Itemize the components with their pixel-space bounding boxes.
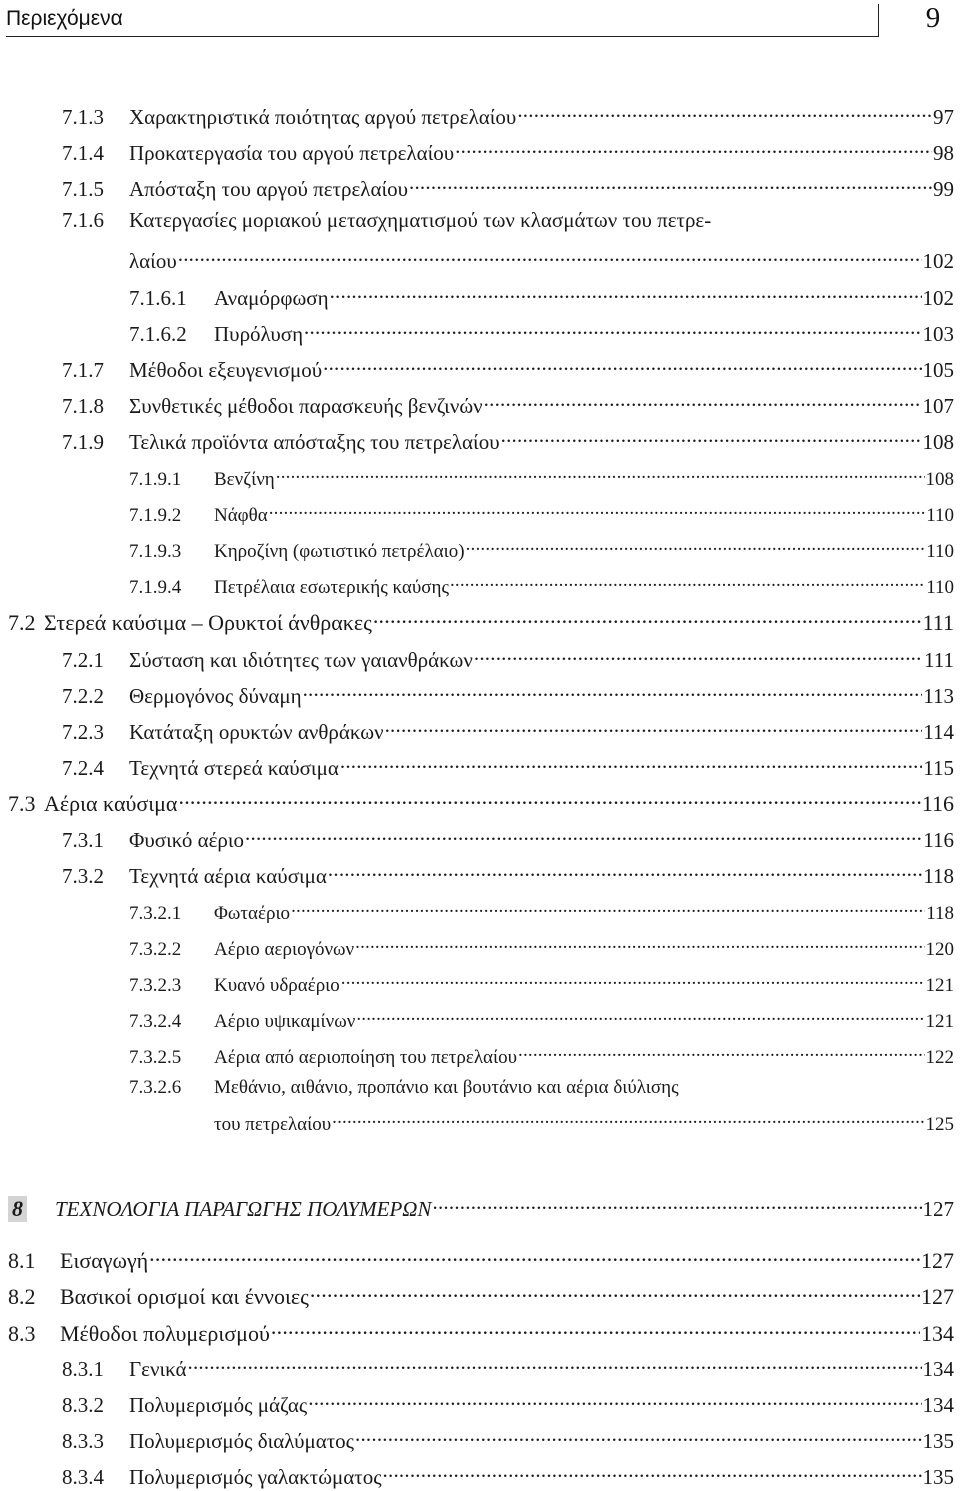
toc-entry-title-continued: του πετρελαίου xyxy=(214,1113,332,1135)
toc-entry-page: 127 xyxy=(921,1284,954,1310)
toc-entry[interactable] xyxy=(62,715,954,745)
toc-leader-dots xyxy=(432,1192,921,1216)
toc-entry-title: Σύσταση και ιδιότητες των γαιανθράκων xyxy=(129,648,473,673)
toc-leader-dots xyxy=(355,1424,922,1448)
toc-leader-dots xyxy=(383,1460,922,1484)
toc-entry-title: Αέριο αεριογόνων xyxy=(214,938,355,960)
toc-entry-number: 7.1.3 xyxy=(62,105,104,130)
toc-entry[interactable] xyxy=(129,571,954,599)
toc-entry-title: Πολυμερισμός διαλύματος xyxy=(129,1429,354,1454)
toc-entry-title: Κατάταξη ορυκτών ανθράκων xyxy=(129,720,384,745)
toc-entry-page: 110 xyxy=(926,504,954,526)
toc-entry-title: Κατεργασίες μοριακού μετασχηματισμού των κλασμάτων του πετρε- xyxy=(129,208,712,232)
toc-leader-dots xyxy=(245,823,922,847)
toc-leader-dots xyxy=(310,1279,920,1304)
toc-entry-number: 7.1.9.1 xyxy=(129,468,182,490)
toc-entry[interactable] xyxy=(129,281,954,311)
toc-entry-number: 8.3.4 xyxy=(62,1465,104,1490)
toc-leader-dots xyxy=(149,1243,920,1268)
toc-leader-dots xyxy=(474,643,923,667)
toc-entry-title: Χαρακτηριστικά ποιότητας αργού πετρελαίου xyxy=(129,105,517,130)
toc-entry-number: 8.3.2 xyxy=(62,1393,104,1418)
toc-entry[interactable] xyxy=(129,463,954,491)
toc-entry-title: Τεχνητά αέρια καύσιμα xyxy=(129,864,327,889)
toc-entry-page: 110 xyxy=(926,540,954,562)
toc-entry-number: 7.1.8 xyxy=(62,394,104,419)
toc-entry[interactable] xyxy=(129,499,954,527)
toc-entry-title: Γενικά xyxy=(129,1357,187,1382)
toc-entry-title: Πολυμερισμός μάζας xyxy=(129,1393,308,1418)
toc-entry-title: Τεχνητά στερεά καύσιμα xyxy=(129,756,339,781)
toc-leader-dots xyxy=(356,1005,924,1027)
toc-entry-page: 114 xyxy=(923,720,954,745)
toc-entry-number: 7.1.9.4 xyxy=(129,576,182,598)
toc-entry[interactable] xyxy=(129,897,954,925)
toc-entry-title: Στερεά καύσιμα – Ορυκτοί άνθρακες xyxy=(44,610,372,636)
toc-entry-number: 7.1.6 xyxy=(62,208,104,232)
toc-entry-number: 7.3.2.4 xyxy=(129,1010,182,1032)
toc-entry-title: Αναμόρφωση xyxy=(214,286,329,311)
toc-leader-dots xyxy=(178,244,922,268)
toc-entry-title: Συνθετικές μέθοδοι παρασκευής βενζινών xyxy=(129,394,483,419)
toc-entry-number: 8.1 xyxy=(8,1248,36,1274)
toc-leader-dots xyxy=(276,463,925,485)
toc-entry-title: Μέθοδοι εξευγενισμού xyxy=(129,358,323,383)
toc-entry-page: 122 xyxy=(925,1046,954,1068)
toc-leader-dots xyxy=(501,425,922,449)
toc-entry-title-continued: λαίου xyxy=(129,249,177,274)
toc-leader-dots xyxy=(466,535,926,557)
toc-entry[interactable] xyxy=(214,1108,954,1136)
toc-entry-page: 135 xyxy=(922,1429,954,1454)
page-number: 9 xyxy=(925,2,941,34)
toc-entry[interactable] xyxy=(62,353,954,383)
toc-chapter-title: ΤΕΧΝΟΛΟΓΙΑ ΠΑΡΑΓΩΓΗΣ ΠΟΛΥΜΕΡΩΝ xyxy=(55,1197,432,1222)
toc-entry-title: Πυρόλυση xyxy=(214,322,304,347)
toc-entry-title: Μεθάνιο, αιθάνιο, προπάνιο και βουτάνιο και αέρια διύλισης xyxy=(214,1077,679,1098)
toc-entry-first-line[interactable] xyxy=(129,1077,679,1099)
toc-entry-page: 134 xyxy=(922,1357,954,1382)
toc-entry-number: 7.2.1 xyxy=(62,648,104,673)
toc-entry[interactable] xyxy=(62,751,954,781)
toc-entry[interactable] xyxy=(8,1279,954,1310)
toc-entry-number: 7.1.6.1 xyxy=(129,286,187,311)
toc-entry[interactable] xyxy=(62,100,954,130)
toc-entry-page: 134 xyxy=(921,1321,954,1347)
toc-leader-dots xyxy=(373,605,922,630)
toc-entry-page: 108 xyxy=(925,468,954,490)
toc-entry-page: 118 xyxy=(923,864,954,889)
toc-entry-number: 7.1.9.3 xyxy=(129,540,182,562)
toc-entry[interactable] xyxy=(129,244,954,274)
toc-leader-dots xyxy=(308,1388,921,1412)
toc-entry[interactable] xyxy=(62,1388,954,1418)
toc-entry-page: 103 xyxy=(922,322,954,347)
toc-leader-dots xyxy=(188,1352,922,1376)
toc-entry-page: 107 xyxy=(922,394,954,419)
toc-entry-title: Πετρέλαια εσωτερικής καύσης xyxy=(214,576,449,598)
toc-entry-title: Βενζίνη xyxy=(214,468,275,490)
toc-entry-page: 115 xyxy=(923,756,954,781)
toc-entry[interactable] xyxy=(62,1424,954,1454)
toc-entry-number: 7.3.2.3 xyxy=(129,974,182,996)
toc-leader-dots xyxy=(450,571,925,593)
toc-entry-number: 7.1.9 xyxy=(62,430,104,455)
toc-entry-page: 127 xyxy=(921,1248,954,1274)
toc-entry[interactable] xyxy=(62,823,954,853)
toc-entry-number: 8.3 xyxy=(8,1321,36,1347)
toc-entry[interactable] xyxy=(129,969,954,997)
toc-entry[interactable] xyxy=(62,425,954,455)
toc-leader-dots xyxy=(355,933,924,955)
toc-entry-number: 7.3 xyxy=(8,791,36,817)
toc-entry-number: 7.1.7 xyxy=(62,358,104,383)
toc-entry-page: 113 xyxy=(923,684,954,709)
toc-entry-title: Φωταέριο xyxy=(214,902,291,924)
toc-entry-title: Τελικά προϊόντα απόσταξης του πετρελαίου xyxy=(129,430,500,455)
toc-entry-page: 111 xyxy=(922,610,954,636)
toc-entry-number: 8.2 xyxy=(8,1284,36,1310)
toc-entry-number: 7.1.6.2 xyxy=(129,322,187,347)
toc-entry-page: 116 xyxy=(923,828,954,853)
toc-leader-dots xyxy=(328,859,922,883)
toc-leader-dots xyxy=(304,317,921,341)
toc-entry-page: 116 xyxy=(921,791,954,817)
toc-entry-title: Πολυμερισμός γαλακτώματος xyxy=(129,1465,382,1490)
toc-entry-page: 121 xyxy=(925,974,954,996)
toc-entry-number: 8.3.3 xyxy=(62,1429,104,1454)
toc-entry[interactable] xyxy=(62,1460,954,1490)
toc-leader-dots xyxy=(303,679,923,703)
toc-entry-number: 7.3.1 xyxy=(62,828,104,853)
chapter-number-badge: 8 xyxy=(8,1196,27,1222)
toc-entry[interactable] xyxy=(62,1352,954,1382)
toc-entry-page: 120 xyxy=(925,938,954,960)
toc-entry[interactable] xyxy=(62,172,954,202)
toc-leader-dots xyxy=(340,751,922,775)
toc-entry-title: Φυσικό αέριο xyxy=(129,828,245,853)
toc-leader-dots xyxy=(517,100,932,124)
toc-leader-dots xyxy=(385,715,923,739)
toc-entry-number: 7.3.2.2 xyxy=(129,938,182,960)
header-rule xyxy=(6,36,878,37)
toc-entry[interactable] xyxy=(8,1243,954,1274)
toc-entry[interactable] xyxy=(62,679,954,709)
toc-entry-title: Απόσταξη του αργού πετρελαίου xyxy=(129,177,409,202)
toc-entry-number: 7.1.5 xyxy=(62,177,104,202)
toc-entry-title: Βασικοί ορισμοί και έννοιες xyxy=(60,1284,309,1310)
toc-entry[interactable] xyxy=(62,859,954,889)
toc-entry-page: 102 xyxy=(922,249,954,274)
toc-entry[interactable] xyxy=(8,1316,954,1347)
toc-entry-page: 111 xyxy=(924,648,954,673)
toc-leader-dots xyxy=(341,969,925,991)
toc-entry[interactable] xyxy=(8,786,954,817)
toc-entry-title: Αέρια από αεριοποίηση του πετρελαίου xyxy=(214,1046,518,1068)
toc-leader-dots xyxy=(455,136,932,160)
toc-leader-dots xyxy=(484,389,922,413)
toc-leader-dots xyxy=(291,897,925,919)
toc-entry-number: 7.1.9.2 xyxy=(129,504,182,526)
toc-entry-page: 97 xyxy=(933,105,954,130)
toc-entry-page: 102 xyxy=(922,286,954,311)
toc-entry-title: Κηροζίνη (φωτιστικό πετρέλαιο) xyxy=(214,540,465,562)
toc-leader-dots xyxy=(332,1108,924,1130)
toc-leader-dots xyxy=(518,1041,924,1063)
toc-entry-page: 98 xyxy=(933,141,954,166)
header-divider xyxy=(878,4,879,37)
toc-entry-title: Προκατεργασία του αργού πετρελαίου xyxy=(129,141,455,166)
toc-entry-title: Αέριο υψικαμίνων xyxy=(214,1010,356,1032)
toc-entry-number: 7.1.4 xyxy=(62,141,104,166)
page-header xyxy=(0,0,960,44)
toc-chapter-entry[interactable] xyxy=(8,1192,954,1222)
toc-leader-dots xyxy=(409,172,932,196)
toc-entry-number: 7.2.4 xyxy=(62,756,104,781)
toc-entry[interactable] xyxy=(129,535,954,563)
toc-entry-number: 7.2 xyxy=(8,610,36,636)
toc-entry-first-line[interactable] xyxy=(62,208,711,233)
toc-entry-page: 118 xyxy=(926,902,954,924)
toc-leader-dots xyxy=(269,499,926,521)
toc-entry-number: 7.2.2 xyxy=(62,684,104,709)
toc-entry-title: Κυανό υδραέριο xyxy=(214,974,340,996)
toc-leader-dots xyxy=(330,281,922,305)
toc-entry-number: 8.3.1 xyxy=(62,1357,104,1382)
toc-entry[interactable] xyxy=(62,643,954,673)
running-head-title: Περιεχόμενα xyxy=(6,7,123,30)
toc-entry-number: 7.3.2.1 xyxy=(129,902,182,924)
toc-entry-page: 105 xyxy=(922,358,954,383)
toc-entry[interactable] xyxy=(129,317,954,347)
toc-entry-page: 99 xyxy=(933,177,954,202)
toc-leader-dots xyxy=(178,786,920,811)
toc-entry[interactable] xyxy=(129,1041,954,1069)
toc-entry-page: 134 xyxy=(922,1393,954,1418)
toc-leader-dots xyxy=(271,1316,920,1341)
toc-entry[interactable] xyxy=(62,389,954,419)
toc-entry-title: Μέθοδοι πολυμερισμού xyxy=(60,1321,270,1347)
toc-entry-page: 125 xyxy=(925,1113,954,1135)
toc-entry[interactable] xyxy=(129,1005,954,1033)
toc-entry-page: 121 xyxy=(925,1010,954,1032)
toc-entry-number: 7.3.2.6 xyxy=(129,1077,182,1098)
toc-entry-number: 7.2.3 xyxy=(62,720,104,745)
toc-leader-dots xyxy=(323,353,921,377)
toc-entry-number: 7.3.2 xyxy=(62,864,104,889)
toc-entry-page: 110 xyxy=(926,576,954,598)
toc-entry-title: Θερμογόνος δύναμη xyxy=(129,684,302,709)
toc-entry-title: Νάφθα xyxy=(214,504,268,526)
toc-entry-page: 135 xyxy=(922,1465,954,1490)
toc-entry-page: 127 xyxy=(922,1197,954,1222)
toc-entry-title: Αέρια καύσιμα xyxy=(44,791,178,817)
toc-entry-page: 108 xyxy=(922,430,954,455)
toc-entry[interactable] xyxy=(8,605,954,636)
toc-entry[interactable] xyxy=(129,933,954,961)
toc-entry[interactable] xyxy=(62,136,954,166)
toc-entry-number: 7.3.2.5 xyxy=(129,1046,182,1068)
toc-entry-title: Εισαγωγή xyxy=(60,1248,149,1274)
